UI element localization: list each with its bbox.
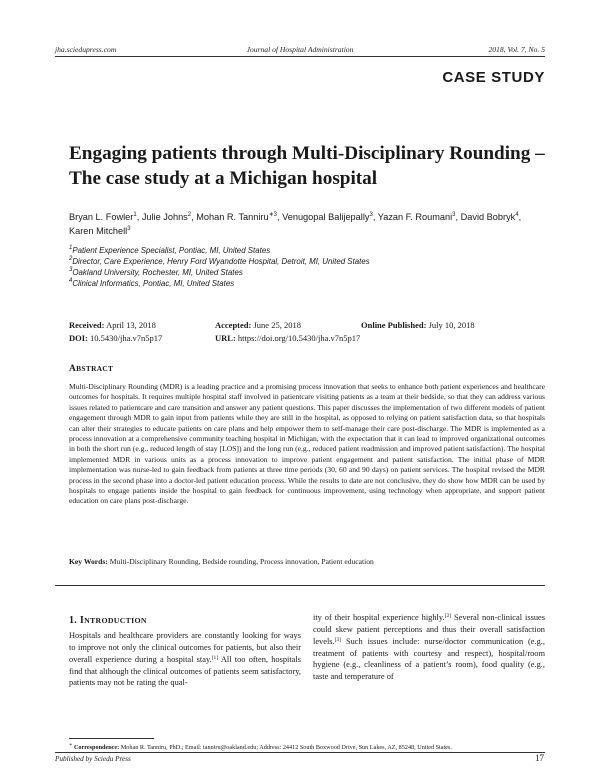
url: URL: https://doi.org/10.5430/jha.v7n5p17 <box>215 333 361 343</box>
author-name: Bryan L. Fowler$^1$, <box>69 212 140 222</box>
affiliation-list <box>69 245 549 289</box>
author-name: David Bobryk$^4$, <box>460 212 522 222</box>
article-title: Engaging patients through Multi-Disciplinary Rounding – The case study at a Michigan hospital <box>69 143 545 189</box>
affiliation: $^3$Oakland University, Rochester, MI, United States <box>69 267 243 278</box>
header-volume: 2018, Vol. 7, No. 5 <box>488 45 545 54</box>
citation-ref[interactable]: [2] <box>444 613 452 619</box>
doi-link[interactable]: 10.5430/jha.v7n5p17 <box>90 333 163 343</box>
header-website: jha.sciedupress.com <box>55 45 117 54</box>
introduction-right-column: ity of their hospital experience highly.[2] Several non-clinical issues could skew patient perceptions and thus their overall satisfaction levels.[3] Such issues include: nurse/doctor communication (e.g., treatment of patients with courtesy and respect), hospital/room hygiene (e.g., cleanliness of a patient’s room), food quality (e.g., taste and temperature of <box>313 613 545 682</box>
keywords: Key Words: Multi-Disciplinary Rounding, Bedside rounding, Process innovation, Patient education <box>69 557 374 566</box>
received-date: Received: April 13, 2018 <box>69 320 156 330</box>
affiliation: $^2$Director, Care Experience, Henry Ford Wyandotte Hospital, Detroit, MI, United States <box>69 256 370 267</box>
online-published-date: Online Published: July 10, 2018 <box>361 320 475 330</box>
citation-ref[interactable]: [1] <box>211 654 219 661</box>
author-list <box>69 211 549 238</box>
affiliation: $^1$Patient Experience Specialist, Pontiac, MI, United States <box>69 245 271 255</box>
accepted-date: Accepted: June 25, 2018 <box>215 320 301 330</box>
citation-ref[interactable]: [3] <box>334 636 342 643</box>
introduction-left-column: Hospitals and healthcare providers are constantly looking for ways to improve not only the clinical outcomes for patients, but also their overall experience during a hospital stay.[1] All too often, hospitals find that although the clinical outcomes of patients seem satisfactory, patients may not be rating the qual- <box>69 631 301 688</box>
footnote-rule <box>69 738 154 739</box>
affiliation: $^4$Clinical Informatics, Pontiac, MI, United States <box>69 278 235 289</box>
article-type: CASE STUDY <box>442 69 545 86</box>
section-divider <box>55 585 545 586</box>
introduction-heading: 1. INTRODUCTION <box>69 615 147 626</box>
publisher: Published by Sciedu Press <box>55 755 131 763</box>
author-name: Karen Mitchell$^3$ <box>69 225 131 236</box>
author-name: Venugopal Balijepally$^3$, <box>282 212 376 222</box>
doi: DOI: 10.5430/jha.v7n5p17 <box>69 333 163 343</box>
url-link[interactable]: https://doi.org/10.5430/jha.v7n5p17 <box>237 333 361 343</box>
author-name: Mohan R. Tanniru$^{∗3}$, <box>196 212 280 222</box>
page-number: 17 <box>535 753 544 763</box>
footer-rule <box>55 752 545 753</box>
header-rule <box>55 56 545 57</box>
author-name: Julie Johns$^2$, <box>141 212 194 222</box>
header-journal: Journal of Hospital Administration <box>246 45 354 54</box>
abstract-heading: ABSTRACT <box>69 364 114 374</box>
correspondence-footnote: ∗ Correspondence: Mohan R. Tanniru, PhD.; Email: tanniru@oakland.edu; Address: 24412 South Boxwood Drive, Sun Lakes, AZ, 85248, United States. <box>69 743 452 752</box>
author-name: Yazan F. Roumani$^3$, <box>377 212 459 222</box>
abstract-text: Multi-Disciplinary Rounding (MDR) is a leading practice and a promising process innovation that seeks to enhance both patient experiences and healthcare outcomes for hospitals. It requires multiple hospital staff involved in patientcare visiting patients as a team at their bedside, so that they can address various issues related to patientcare and care transition and answer any patient questions. This paper discusses the implementation of two different models of patient engagement through MDR to gain input from patients while they are still in the hospital, as opposed to relying on patient satisfaction data, so that hospitals can alter their strategies to educate patients on care plans and help empower them to self-manage their care post-discharge. The MDR is implemented as a process innovation at a comprehensive community teaching hospital in Michigan, with the expectation that it can lead to improved organizational outcomes in both the short run (e.g., reduced length of stay [LOS]) and the long run (e.g., reduced patient readmission and improved patient satisfaction). The hospital implemented MDR in various units as a process innovation to improve patient engagement and patient satisfaction. The initial phase of MDR implementation was nurse-led to gain feedback from patients at three time periods (30, 60 and 90 days) on patient services. The hospital revised the MDR process in the second phase into a doctor-led patient education process. While the results to date are not conclusive, they do show how MDR can be used by hospitals to engage patients inside the hospital to gain feedback for continuous improvement, using technology when appropriate, and support patient education on care plans post-discharge. <box>69 382 545 506</box>
